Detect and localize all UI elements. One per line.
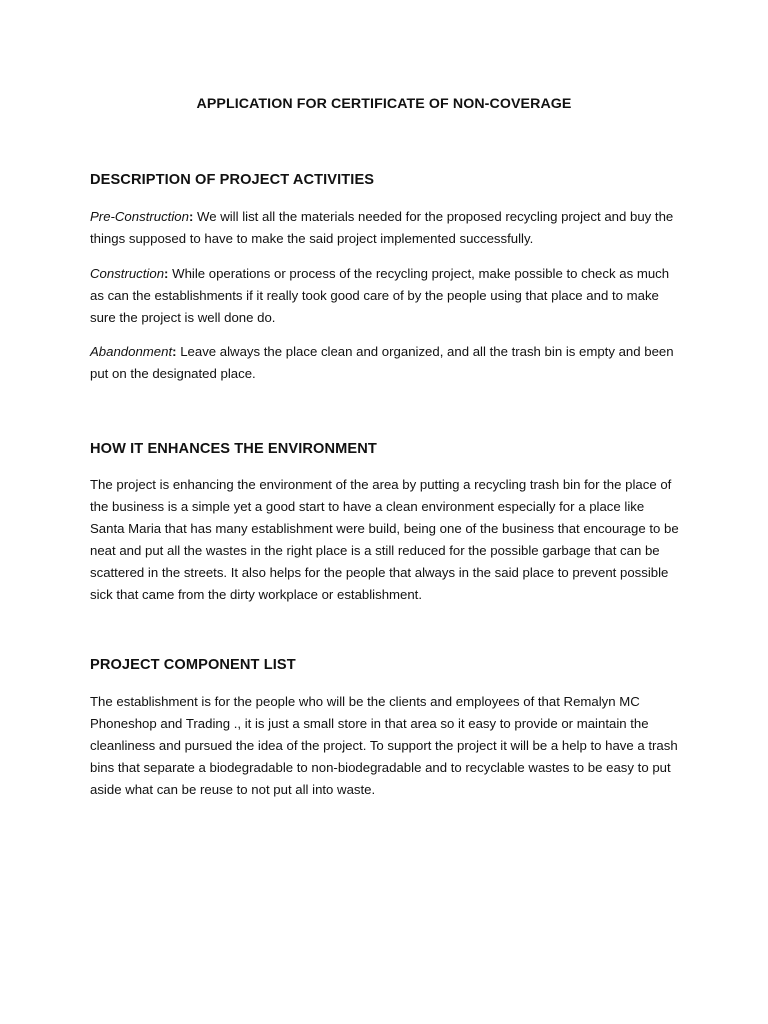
activity-text: While operations or process of the recycling project, make possible to check as much as can the establishments if it really took good care of by the people using that place and to make sure the project is well done do. <box>90 266 670 325</box>
activity-term: Construction <box>90 266 165 281</box>
section-heading-component-list: PROJECT COMPONENT LIST <box>90 657 296 673</box>
term-colon: : <box>164 266 169 281</box>
activity-construction <box>90 263 682 329</box>
activity-pre-construction <box>90 206 682 250</box>
section-heading-environment: HOW IT ENHANCES THE ENVIRONMENT <box>90 441 377 457</box>
activity-term: Pre-Construction <box>90 209 189 224</box>
section-heading-project-activities: DESCRIPTION OF PROJECT ACTIVITIES <box>90 172 375 188</box>
activity-text: Leave always the place clean and organized, and all the trash bin is empty and been put on the designated place. <box>90 344 674 381</box>
term-colon: : <box>188 209 194 224</box>
activity-text: We will list all the materials needed for the proposed recycling project and buy the things supposed to have to make the said project implemented successfully. <box>90 209 674 246</box>
environment-paragraph: The project is enhancing the environment of the area by putting a recycling trash bin for the place of the business is a simple yet a good start to have a clean environment especially for a place like Santa Maria that has many establishment were build, being one of the business that encourage to be neat and put all the wastes in the right place is a still reduced for the possible garbage that can be scattered in the streets. It also helps for the people that always in the said place to prevent possible sick that came from the dirty workplace or establishment. <box>90 477 679 602</box>
activity-term: Abandonment <box>90 344 173 359</box>
component-list-paragraph: The establishment is for the people who will be the clients and employees of that Remalyn MC Phoneshop and Trading ., it is just a small store in that area so it easy to provide or maintain the cleanliness and pursued the idea of the project. To support the project it will be a help to have a trash bins that separate a biodegradable to non-biodegradable and to recyclable wastes to be easy to put aside what can be reuse to not put all into waste. <box>90 694 678 797</box>
term-colon: : <box>172 344 177 359</box>
activity-abandonment <box>90 341 682 385</box>
document-title: APPLICATION FOR CERTIFICATE OF NON-COVERAGE <box>196 96 572 112</box>
